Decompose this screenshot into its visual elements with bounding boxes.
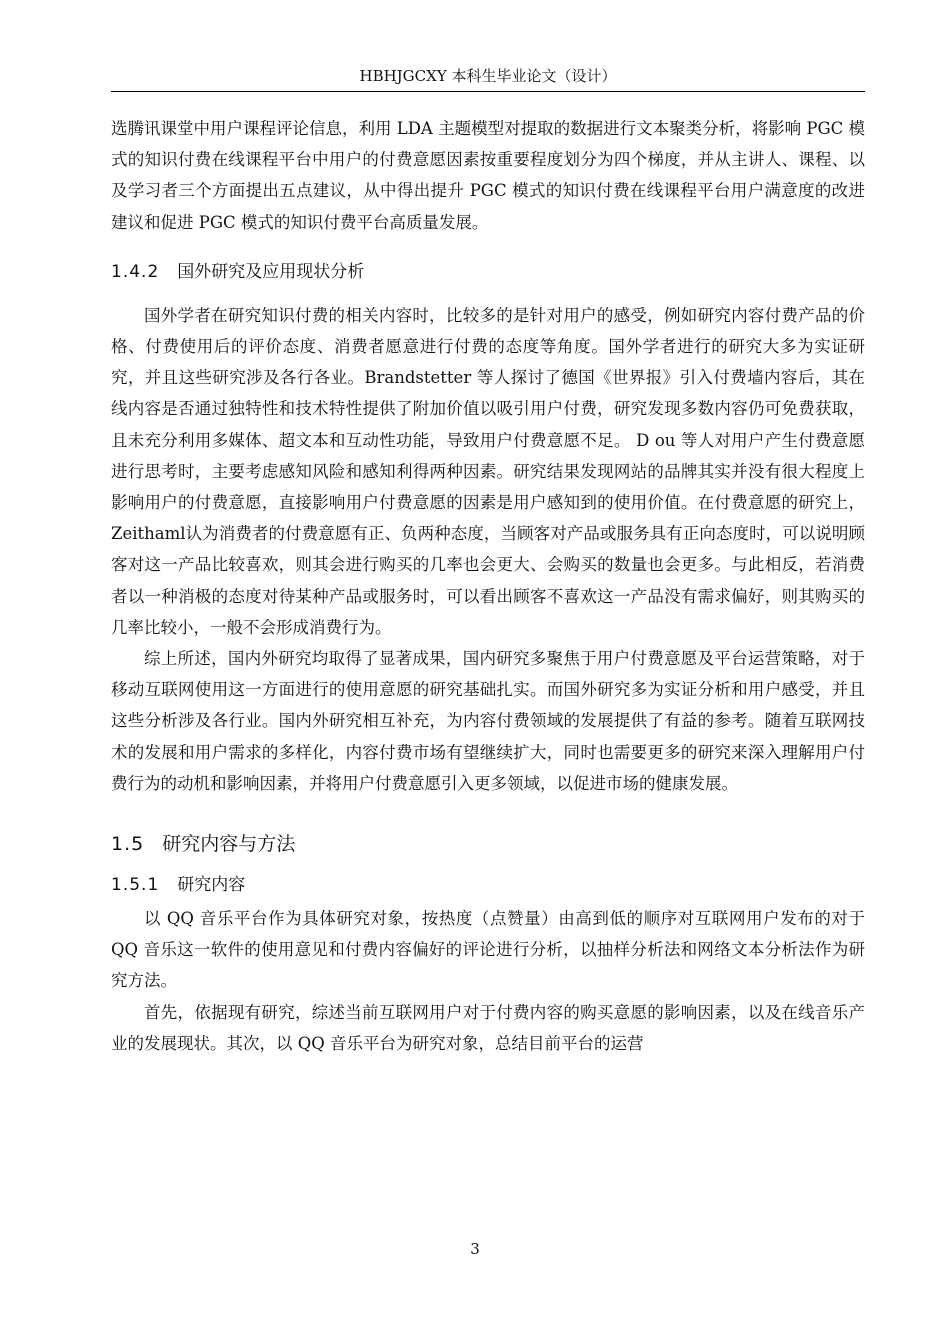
paragraph-summary: 综上所述，国内外研究均取得了显著成果，国内研究多聚焦于用户付费意愿及平台运营策略，对于移动互联网使用这一方面进行的使用意愿的研究基础扎实。而国外研究多为实证分析和用户感受，并且这些分析涉及各行业。国内外研究相互补充，为内容付费领域的发展提供了有益的参考。随着互联网技术的发展和用户需求的多样化，内容付费市场有望继续扩大，同时也需要更多的研究来深入理解用户付费行为的动机和影响因素，并将用户付费意愿引入更多领域，以促进市场的健康发展。 — [111, 649, 865, 793]
section-number: 1.5.1 — [111, 875, 160, 896]
section-title: 研究内容 — [177, 875, 246, 896]
section-heading-1-5-1 — [111, 871, 865, 899]
section-number: 1.5 — [111, 833, 145, 856]
paragraph-foreign-research: 国外学者在研究知识付费的相关内容时，比较多的是针对用户的感受，例如研究内容付费产品的价格、付费使用后的评价态度、消费者愿意进行付费的态度等角度。国外学者进行的研究大多为实证研究，并且这些研究涉及各行各业。Brandstetter 等人探讨了德国《世界报》引入付费墙内容后，其在线内容是否通过独特性和技术特性提供了附加价值以吸引用户付费，研究发现多数内容仍可免费获取，且未充分利用多媒体、超文本和互动性功能，导致用户付费意愿不足。 D ou 等人对用户产生付费意愿进行思考时，主要考虑感知风险和感知利得两种因素。研究结果发现网站的品牌其实并没有很大程度上影响用户的付费意愿，直接影响用户付费意愿的因素是用户感知到的使用价值。在付费意愿的研究上，Zeithaml认为消费者的付费意愿有正、负两种态度，当顾客对产品或服务具有正向态度时，可以说明顾客对这一产品比较喜欢，则其会进行购买的几率也会更大、会购买的数量也会更多。与此相反，若消费者以一种消极的态度对待某种产品或服务时，可以看出顾客不喜欢这一产品没有需求偏好，则其购买的几率比较小，一般不会形成消费行为。 — [111, 305, 865, 637]
paragraph-research-object: 以 QQ 音乐平台作为具体研究对象，按热度（点赞量）由高到低的顺序对互联网用户发布的对于 QQ 音乐这一软件的使用意见和付费内容偏好的评论进行分析，以抽样分析法和网络文本分析法作为研究方法。 — [111, 909, 865, 991]
page-number: 3 — [470, 1240, 480, 1258]
paragraph-continuation: 选腾讯课堂中用户课程评论信息，利用 LDA 主题模型对提取的数据进行文本聚类分析，将影响 PGC 模式的知识付费在线课程平台中用户的付费意愿因素按重要程度划分为四个梯度，并从主讲人、课程、以及学习者三个方面提出五点建议，从中得出提升 PGC 模式的知识付费在线课程平台用户满意度的改进建议和促进 PGC 模式的知识付费平台高质量发展。 — [111, 119, 865, 232]
paragraph-research-steps: 首先，依据现有研究，综述当前互联网用户对于付费内容的购买意愿的影响因素，以及在线音乐产业的发展现状。其次，以 QQ 音乐平台为研究对象，总结目前平台的运营 — [111, 1002, 865, 1053]
section-title: 研究内容与方法 — [162, 833, 296, 856]
page-header — [111, 64, 865, 92]
section-heading-1-5 — [111, 829, 865, 859]
section-heading-1-4-2 — [111, 258, 865, 286]
body-content — [111, 113, 865, 1059]
section-title: 国外研究及应用现状分析 — [177, 261, 365, 282]
header-title: HBHJGCXY 本科生毕业论文（设计） — [359, 67, 617, 85]
section-number: 1.4.2 — [111, 261, 160, 282]
